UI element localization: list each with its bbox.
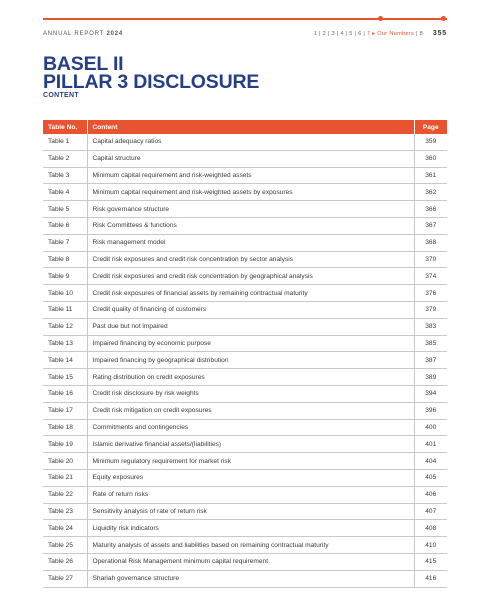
- content-cell[interactable]: Risk Committees & functions: [87, 217, 414, 234]
- table-row[interactable]: [43, 402, 447, 419]
- page-cell: 368: [414, 234, 447, 251]
- content-cell[interactable]: Liquidity risk indicators: [87, 520, 414, 537]
- content-cell[interactable]: Credit risk exposures and credit risk concentration by sector analysis: [87, 251, 414, 268]
- title-line-1: BASEL II: [43, 53, 124, 75]
- content-cell[interactable]: Past due but not impaired: [87, 318, 414, 335]
- table-row[interactable]: [43, 301, 447, 318]
- table-number-cell: Table 27: [43, 570, 87, 587]
- table-row[interactable]: [43, 184, 447, 201]
- table-row[interactable]: [43, 217, 447, 234]
- content-cell[interactable]: Sensitivity analysis of rate of return risk: [87, 503, 414, 520]
- table-row[interactable]: [43, 436, 447, 453]
- table-number-cell: Table 16: [43, 385, 87, 402]
- page-cell: 400: [414, 419, 447, 436]
- table-row[interactable]: [43, 150, 447, 167]
- table-number-cell: Table 2: [43, 150, 87, 167]
- content-cell[interactable]: Credit quality of financing of customers: [87, 301, 414, 318]
- table-number-cell: Table 15: [43, 369, 87, 386]
- table-number-cell: Table 12: [43, 318, 87, 335]
- page-cell: 385: [414, 335, 447, 352]
- column-header: Table No.: [43, 120, 87, 134]
- page-cell: 408: [414, 520, 447, 537]
- page-cell: 374: [414, 268, 447, 285]
- content-cell[interactable]: Operational Risk Management minimum capital requirement: [87, 553, 414, 570]
- page-cell: 406: [414, 486, 447, 503]
- table-number-cell: Table 13: [43, 335, 87, 352]
- page-cell: 361: [414, 167, 447, 184]
- page-cell: 407: [414, 503, 447, 520]
- table-number-cell: Table 21: [43, 469, 87, 486]
- table-number-cell: Table 8: [43, 251, 87, 268]
- table-row[interactable]: [43, 503, 447, 520]
- content-cell[interactable]: Rate of return risks: [87, 486, 414, 503]
- table-number-cell: Table 9: [43, 268, 87, 285]
- table-number-cell: Table 14: [43, 352, 87, 369]
- table-number-cell: Table 11: [43, 301, 87, 318]
- page-cell: 359: [414, 134, 447, 150]
- content-cell[interactable]: Maturity analysis of assets and liabilities based on remaining contractual maturity: [87, 537, 414, 554]
- title-line-2: PILLAR 3 DISCLOSURE: [43, 71, 260, 93]
- page-cell: 401: [414, 436, 447, 453]
- page-cell: 405: [414, 469, 447, 486]
- table-number-cell: Table 22: [43, 486, 87, 503]
- content-cell[interactable]: Impaired financing by geographical distribution: [87, 352, 414, 369]
- content-cell[interactable]: Capital adequacy ratios: [87, 134, 414, 150]
- table-row[interactable]: [43, 335, 447, 352]
- page-title: [43, 55, 259, 91]
- page-cell: 389: [414, 369, 447, 386]
- content-cell[interactable]: Credit risk mitigation on credit exposures: [87, 402, 414, 419]
- table-row[interactable]: [43, 469, 447, 486]
- table-number-cell: Table 5: [43, 201, 87, 218]
- table-row[interactable]: [43, 251, 447, 268]
- content-cell[interactable]: Credit risk exposures and credit risk concentration by geographical analysis: [87, 268, 414, 285]
- content-cell[interactable]: Minimum regulatory requirement for market risk: [87, 453, 414, 470]
- page-cell: 362: [414, 184, 447, 201]
- page-cell: 415: [414, 553, 447, 570]
- table-number-cell: Table 25: [43, 537, 87, 554]
- page-cell: 394: [414, 385, 447, 402]
- table-row[interactable]: [43, 134, 447, 150]
- table-row[interactable]: [43, 553, 447, 570]
- table-number-cell: Table 20: [43, 453, 87, 470]
- page-cell: 387: [414, 352, 447, 369]
- table-row[interactable]: [43, 234, 447, 251]
- table-row[interactable]: [43, 352, 447, 369]
- table-number-cell: Table 24: [43, 520, 87, 537]
- content-cell[interactable]: Commitments and contingencies: [87, 419, 414, 436]
- table-row[interactable]: [43, 201, 447, 218]
- content-cell[interactable]: Credit risk disclosure by risk weights: [87, 385, 414, 402]
- table-row[interactable]: [43, 453, 447, 470]
- table-body: [43, 134, 447, 587]
- table-number-cell: Table 3: [43, 167, 87, 184]
- page-cell: 370: [414, 251, 447, 268]
- section-nav[interactable]: [314, 31, 423, 37]
- table-number-cell: Table 6: [43, 217, 87, 234]
- table-number-cell: Table 1: [43, 134, 87, 150]
- page-cell: 367: [414, 217, 447, 234]
- table-row[interactable]: [43, 167, 447, 184]
- page-cell: 410: [414, 537, 447, 554]
- table-number-cell: Table 10: [43, 285, 87, 302]
- contents-table: [43, 120, 447, 588]
- table-number-cell: Table 19: [43, 436, 87, 453]
- nav-next[interactable]: | 8: [414, 31, 423, 37]
- table-number-cell: Table 18: [43, 419, 87, 436]
- table-row[interactable]: [43, 285, 447, 302]
- page-cell: 396: [414, 402, 447, 419]
- page-cell: 366: [414, 201, 447, 218]
- content-cell[interactable]: Risk governance structure: [87, 201, 414, 218]
- rule-marker: [378, 16, 383, 21]
- content-cell[interactable]: Minimum capital requirement and risk-weighted assets by exposures: [87, 184, 414, 201]
- content-cell[interactable]: Rating distribution on credit exposures: [87, 369, 414, 386]
- page-cell: 360: [414, 150, 447, 167]
- table-row[interactable]: [43, 570, 447, 587]
- page-cell: 376: [414, 285, 447, 302]
- header-rule: [43, 18, 447, 20]
- page-cell: 416: [414, 570, 447, 587]
- table-number-cell: Table 23: [43, 503, 87, 520]
- table-number-cell: Table 4: [43, 184, 87, 201]
- content-cell[interactable]: Credit risk exposures of financial assets by remaining contractual maturity: [87, 285, 414, 302]
- page-cell: 379: [414, 301, 447, 318]
- rule-marker: [441, 16, 446, 21]
- column-header: Page: [414, 120, 447, 134]
- table-row[interactable]: [43, 318, 447, 335]
- table-number-cell: Table 17: [43, 402, 87, 419]
- page-cell: 383: [414, 318, 447, 335]
- nav-current-section[interactable]: 7 ▸ Our Numbers: [367, 31, 415, 37]
- content-cell[interactable]: Equity exposures: [87, 469, 414, 486]
- content-cell[interactable]: Impaired financing by economic purpose: [87, 335, 414, 352]
- content-cell[interactable]: Minimum capital requirement and risk-weighted assets: [87, 167, 414, 184]
- table-header-row: [43, 120, 447, 134]
- table-number-cell: Table 26: [43, 553, 87, 570]
- table-row[interactable]: [43, 385, 447, 402]
- report-label: ANNUAL REPORT 2024: [43, 31, 124, 37]
- content-cell[interactable]: Risk management model: [87, 234, 414, 251]
- table-row[interactable]: [43, 520, 447, 537]
- content-cell[interactable]: Capital structure: [87, 150, 414, 167]
- table-row[interactable]: [43, 419, 447, 436]
- table-row[interactable]: [43, 486, 447, 503]
- table-number-cell: Table 7: [43, 234, 87, 251]
- page-number: 355: [432, 30, 447, 37]
- table-row[interactable]: [43, 537, 447, 554]
- page-cell: 404: [414, 453, 447, 470]
- column-header: Content: [87, 120, 414, 134]
- page-subtitle: CONTENT: [43, 92, 79, 99]
- nav-numbers[interactable]: 1 | 2 | 3 | 4 | 5 | 6 |: [313, 31, 368, 37]
- content-cell[interactable]: Shariah governance structure: [87, 570, 414, 587]
- content-cell[interactable]: Islamic derivative financial assets/(liabilities): [87, 436, 414, 453]
- table-row[interactable]: [43, 369, 447, 386]
- table-row[interactable]: [43, 268, 447, 285]
- page-header: [43, 30, 447, 42]
